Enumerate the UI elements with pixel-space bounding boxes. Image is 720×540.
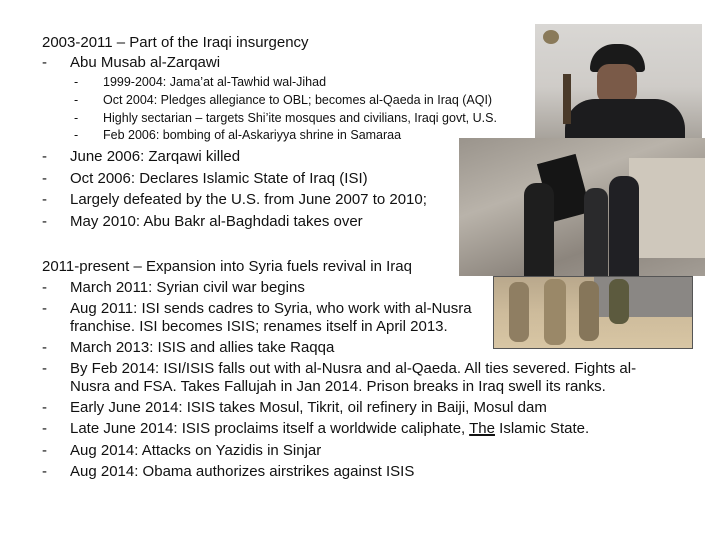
text-part: Islamic State.: [494, 420, 590, 437]
rubble-fighters-photo: [459, 138, 705, 276]
leader-name: Abu Musab al-Zarqawi: [70, 54, 221, 71]
flag-emblem-icon: [543, 30, 559, 44]
bullet-dash: -: [42, 339, 47, 356]
bullet-dash: -: [42, 360, 47, 377]
sub-item: Feb 2006: bombing of al-Askariyya shrine in Samaraa: [103, 128, 402, 142]
list-item: Aug 2014: Obama authorizes airstrikes against ISIS: [70, 463, 415, 480]
sub-item: Oct 2004: Pledges allegiance to OBL; becomes al-Qaeda in Iraq (AQI): [103, 93, 493, 107]
section1-heading: 2003-2011 – Part of the Iraqi insurgency: [42, 34, 309, 51]
bullet-dash: -: [42, 213, 47, 230]
bullet-dash: -: [42, 300, 47, 317]
list-item: Oct 2006: Declares Islamic State of Iraq (ISI): [70, 170, 368, 187]
bullet-dash: -: [74, 93, 79, 107]
list-item-continuation: Nusra and FSA. Takes Fallujah in Jan 2014. Prison breaks in Iraq swell its ranks.: [70, 378, 606, 395]
bullet-dash: -: [42, 191, 47, 208]
bullet-dash: -: [42, 170, 47, 187]
bullet-dash: -: [42, 420, 47, 437]
list-item: March 2011: Syrian civil war begins: [70, 279, 305, 296]
list-item: May 2010: Abu Bakr al-Baghdadi takes over: [70, 213, 363, 230]
list-item-continuation: franchise. ISI becomes ISIS; renames itself in April 2013.: [70, 318, 448, 335]
list-item: By Feb 2014: ISI/ISIS falls out with al-Nusra and al-Qaeda. All ties severed. Fights al-: [70, 360, 637, 377]
bullet-dash: -: [74, 128, 79, 142]
list-item: Aug 2014: Attacks on Yazidis in Sinjar: [70, 442, 322, 459]
underlined-the: The: [469, 420, 495, 437]
sub-item: Highly sectarian – targets Shi’ite mosques and civilians, Iraqi govt, U.S.: [103, 111, 497, 125]
bullet-dash: -: [74, 75, 79, 89]
list-item: Early June 2014: ISIS takes Mosul, Tikrit, oil refinery in Baiji, Mosul dam: [70, 399, 547, 416]
list-item: Largely defeated by the U.S. from June 2007 to 2010;: [70, 191, 427, 208]
section2-heading: 2011-present – Expansion into Syria fuels revival in Iraq: [42, 258, 412, 275]
bullet-dash: -: [42, 463, 47, 480]
text-part: Late June 2014: ISIS proclaims itself a worldwide caliphate,: [70, 420, 470, 437]
list-item: March 2013: ISIS and allies take Raqqa: [70, 339, 335, 356]
zarqawi-photo: [535, 24, 702, 138]
bullet-dash: -: [42, 54, 47, 71]
bullet-dash: -: [74, 111, 79, 125]
list-item: Aug 2011: ISI sends cadres to Syria, who work with al-Nusra: [70, 300, 472, 317]
bullet-dash: -: [42, 399, 47, 416]
list-item: June 2006: Zarqawi killed: [70, 148, 241, 165]
bullet-dash: -: [42, 279, 47, 296]
list-item: [70, 420, 589, 438]
soldiers-photo: [493, 276, 693, 349]
bullet-dash: -: [42, 442, 47, 459]
sub-item: 1999-2004: Jama’at al-Tawhid wal-Jihad: [103, 75, 327, 89]
bullet-dash: -: [42, 148, 47, 165]
